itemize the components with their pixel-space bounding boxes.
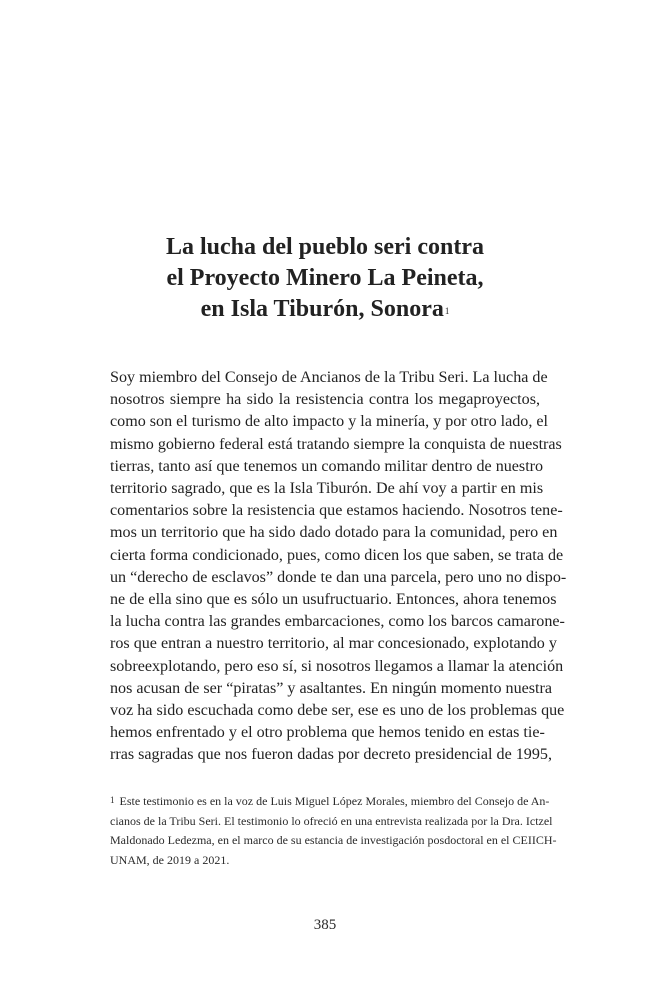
footnote-line: Maldonado Ledezma, en el marco de su estancia de investigación posdoctoral en el CEIICH-	[110, 833, 557, 847]
body-line: territorio sagrado, que es la Isla Tiburón. De ahí voy a partir en mis	[110, 480, 544, 498]
body-line: mismo gobierno federal está tratando siempre la conquista de nuestras	[110, 435, 562, 453]
body-line: ros que entran a nuestro territorio, al mar concesionado, explotando y	[110, 635, 557, 653]
body-line: nos acusan de ser “piratas” y asaltantes. En ningún momento nuestra	[110, 679, 552, 697]
body-line: cierta forma condicionado, pues, como dicen los que saben, se trata de	[110, 546, 564, 564]
chapter-title-line-2: el Proyecto Minero La Peineta,	[166, 265, 484, 291]
footnote-mark: 1	[110, 795, 115, 805]
body-line: tierras, tanto así que tenemos un comando militar dentro de nuestro	[110, 457, 544, 475]
footnote-line-text: Este testimonio es en la voz de Luis Miguel López Morales, miembro del Consejo de An-	[119, 794, 550, 808]
footnote-reference[interactable]: 1	[444, 306, 450, 316]
chapter-title	[110, 232, 540, 325]
footnote-line: cianos de la Tribu Seri. El testimonio lo ofreció en una entrevista realizada por la Dra. Ictzel	[110, 813, 553, 828]
body-line: como son el turismo de alto impacto y la minería, y por otro lado, el	[110, 413, 549, 431]
body-line: ne de ella sino que es sólo un usufructuario. Entonces, ahora tenemos	[110, 591, 557, 609]
body-line: Soy miembro del Consejo de Ancianos de la Tribu Seri. La lucha de	[110, 369, 548, 386]
body-paragraph	[110, 367, 567, 767]
body-line: la lucha contra las grandes embarcaciones, como los barcos camarone-	[110, 613, 565, 631]
body-line: sobreexplotando, pero eso sí, si nosotros llegamos a llamar la atención	[110, 657, 564, 675]
body-line: mos un territorio que ha sido dado dotado para la comunidad, pero en	[110, 524, 558, 542]
footnote-line: UNAM, de 2019 a 2021.	[110, 852, 230, 867]
chapter-title-line-3-text: en Isla Tiburón, Sonora	[200, 296, 444, 322]
page-number: 385	[313, 917, 337, 933]
chapter-title-line-3	[110, 294, 540, 325]
body-line: hemos enfrentado y el otro problema que hemos tenido en estas tie-	[110, 724, 545, 742]
body-line: comentarios sobre la resistencia que estamos haciendo. Nosotros tene-	[110, 502, 563, 520]
footnote	[110, 792, 557, 870]
body-line: nosotros siempre ha sido la resistencia contra los megaproyectos,	[110, 391, 540, 409]
footnote-line	[110, 792, 550, 812]
body-line: rras sagradas que nos fueron dadas por decreto presidencial de 1995,	[110, 746, 552, 764]
body-line: voz ha sido escuchada como debe ser, ese es uno de los problemas que	[110, 702, 565, 720]
chapter-title-line-1: La lucha del pueblo seri contra	[165, 234, 484, 260]
body-line: un “derecho de esclavos” donde te dan una parcela, pero uno no dispo-	[110, 568, 567, 586]
